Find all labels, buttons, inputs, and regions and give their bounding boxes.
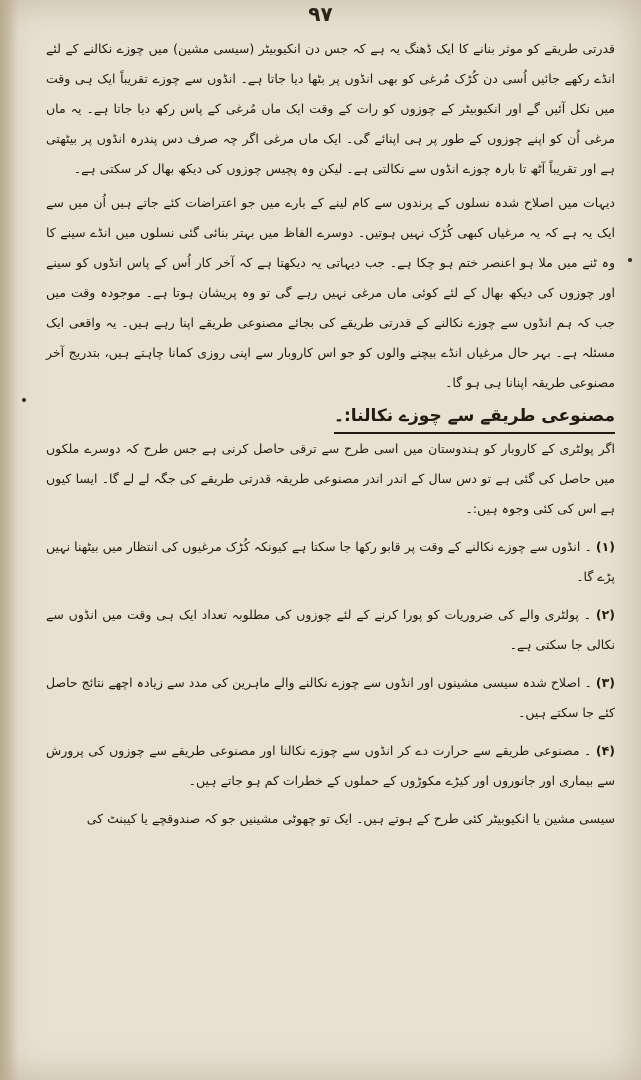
paragraph-2: دیہات میں اصلاح شدہ نسلوں کے پرندوں سے کام لینے کے بارے میں جو اعتراضات کئے جاتے ہیں اُن میں سے ایک یہ ہے کہ یہ مرغیاں کبھی کُڑک نہیں ہوتیں۔ دوسرے الفاظ میں بہتر بنائی گئی نسلوں میں انڈے سینے کا وہ ٹنے میں ملا ہو اعنصر ختم ہو چکا ہے۔ جب دیہاتی یہ دیکھتا ہے کہ آخر کار اُس کے پاس انڈوں کو سینے اور چوزوں کی دیکھ بھال کے لئے کوئی ماں مرغی نہیں رہے گی تو وہ پریشان ہوتا ہے۔ موجودہ وقت میں جب کہ ہم انڈوں سے چوزے نکالنے کے قدرتی طریقے کی بجائے مصنوعی طریقے اپنا رہے ہیں۔ یہ واقعی ایک مسئلہ ہے۔ بہر حال مرغیاں انڈے بیچنے والوں کو جو اس کاروبار سے اپنی روزی کمانا چاہتے ہیں، بتدریج آخر مصنوعی طریقہ اپنانا ہی ہو گا۔ (46, 195, 615, 390)
paragraph-1: قدرتی طریقے کو موثر بنانے کا ایک ڈھنگ یہ ہے کہ جس دن انکیوبیٹر (سیسی مشین) میں چوزے نکالنے کے لئے انڈے رکھے جائیں اُسی دن کُڑک مُرغی کو بھی انڈوں پر بٹھا دیا جاتا ہے۔ انڈوں سے چوزے تقریباً ایک ہی وقت میں نکل آئیں گے اور انکیوبیٹر کے چوزوں کو رات کے وقت ایک ماں مُرغی کے پاس رکھ دیا جاتا ہے۔ یہ ماں مرغی اُن کو اپنے چوزوں کے طور پر ہی اپنائے گی۔ ایک ماں مرغی اگر چہ صرف دس پندرہ انڈوں پر بیٹھتی ہے اور تقریباً آٹھ تا بارہ چوزے انڈوں سے نکالتی ہے۔ لیکن وہ پچیس چوزوں کی دیکھ بھال کر سکتی ہے۔ (46, 41, 615, 176)
closing-paragraph: سیسی مشین یا انکیوبیٹر کئی طرح کے ہوتے ہیں۔ ایک تو چھوٹی مشینیں جو کہ صندوقچے یا کیبنٹ کی (86, 811, 615, 826)
margin-mark (22, 398, 26, 402)
list-item-number: (۴) (595, 743, 615, 758)
list-item-number: (۳) (595, 675, 615, 690)
page-number: ۹۷ (308, 2, 333, 26)
page-gutter-shadow (0, 0, 18, 1080)
section-heading-text: مصنوعی طریقے سے چوزے نکالنا:۔ (334, 400, 615, 434)
list-item-2 (46, 600, 615, 660)
list-item-text: ۔ انڈوں سے چوزے نکالنے کے وقت پر قابو رکھا جا سکتا ہے کیونکہ کُڑک مرغیوں کی انتظار میں بیٹھنا نہیں پڑے گا۔ (46, 539, 615, 584)
section-heading (46, 400, 615, 434)
list-item-text: ۔ پولٹری والے کی ضروریات کو پورا کرنے کے لئے چوزوں کی مطلوبہ تعداد ایک ہی وقت میں انڈوں سے نکالی جا سکتی ہے۔ (46, 607, 615, 652)
list-item-text: ۔ اصلاح شدہ سیسی مشینوں اور انڈوں سے چوزے نکالنے والے ماہرین کی مدد سے زیادہ اچھے نتائج حاصل کئے جا سکتے ہیں۔ (46, 675, 615, 720)
list-item-4 (46, 736, 615, 796)
margin-mark (628, 258, 632, 262)
page-body (46, 34, 615, 834)
list-item-1 (46, 532, 615, 592)
list-item-3 (46, 668, 615, 728)
section-intro-paragraph: اگر پولٹری کے کاروبار کو ہندوستان میں اسی طرح سے ترقی حاصل کرنی ہے جس طرح کہ دوسرے ملکوں میں حاصل کی گئی ہے تو دس سال کے اندر اندر مصنوعی طریقہ قدرتی طریقے کی جگہ لے لے گا۔ ایسا کیوں ہے اس کی کئی وجوہ ہیں:۔ (46, 441, 615, 516)
list-item-text: ۔ مصنوعی طریقے سے حرارت دے کر انڈوں سے چوزے نکالنا اور مصنوعی طریقے سے چوزوں کی پرورش سے بیماری اور جانوروں اور کیڑے مکوڑوں کے حملوں کے خطرات کم ہو جاتے ہیں۔ (46, 743, 615, 788)
list-item-number: (۱) (595, 539, 615, 554)
list-item-number: (۲) (595, 607, 615, 622)
